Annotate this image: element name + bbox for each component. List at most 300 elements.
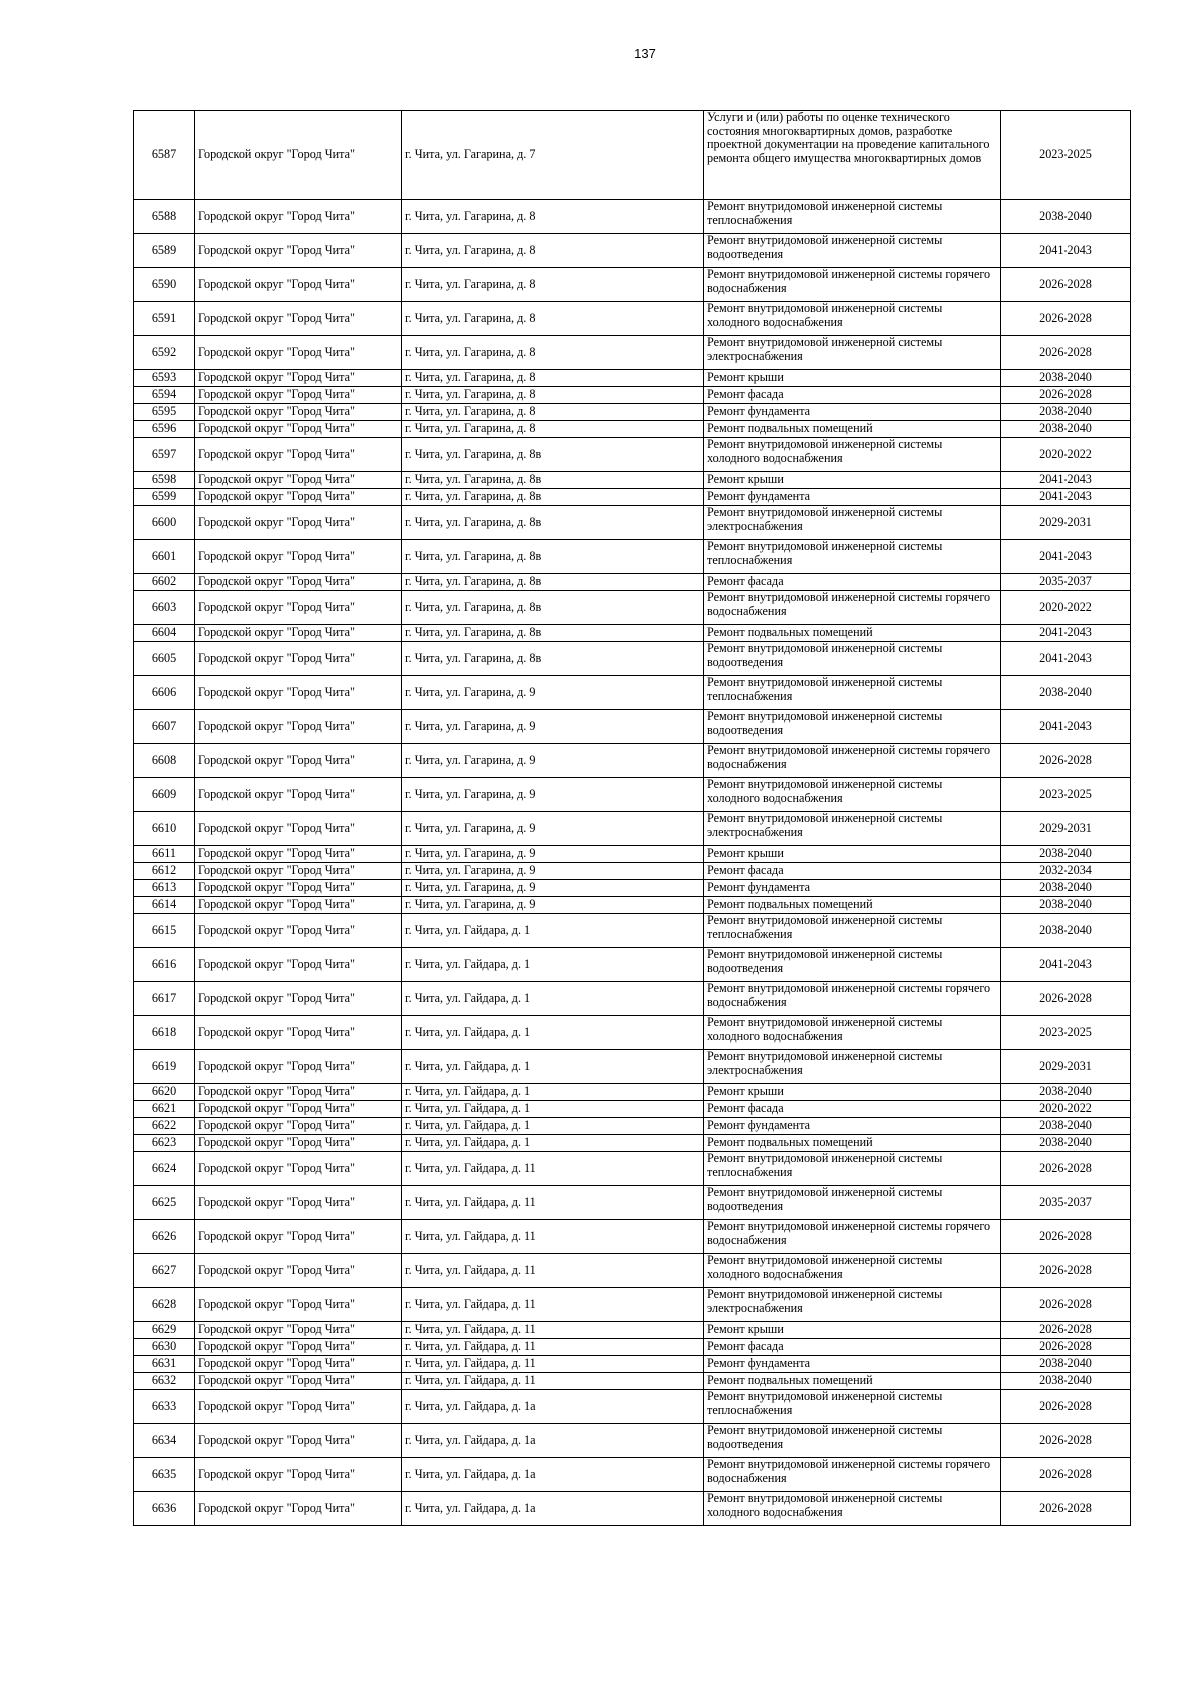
municipality-cell: Городской округ "Город Чита" bbox=[195, 863, 402, 880]
table-row bbox=[134, 1101, 1131, 1118]
address-cell: г. Чита, ул. Гагарина, д. 8в bbox=[402, 540, 704, 574]
row-number-cell: 6617 bbox=[134, 982, 195, 1016]
table-row bbox=[134, 421, 1131, 438]
work-type-cell: Ремонт подвальных помещений bbox=[704, 421, 1001, 438]
municipality-cell: Городской округ "Город Чита" bbox=[195, 574, 402, 591]
row-number-cell: 6609 bbox=[134, 778, 195, 812]
municipality-cell: Городской округ "Город Чита" bbox=[195, 812, 402, 846]
period-cell: 2026-2028 bbox=[1001, 982, 1131, 1016]
row-number-cell: 6620 bbox=[134, 1084, 195, 1101]
address-cell: г. Чита, ул. Гагарина, д. 9 bbox=[402, 710, 704, 744]
table-row bbox=[134, 778, 1131, 812]
municipality-cell: Городской округ "Город Чита" bbox=[195, 914, 402, 948]
address-cell: г. Чита, ул. Гайдара, д. 1а bbox=[402, 1492, 704, 1526]
row-number-cell: 6588 bbox=[134, 200, 195, 234]
address-cell: г. Чита, ул. Гагарина, д. 9 bbox=[402, 676, 704, 710]
municipality-cell: Городской округ "Город Чита" bbox=[195, 111, 402, 200]
address-cell: г. Чита, ул. Гагарина, д. 9 bbox=[402, 812, 704, 846]
municipality-cell: Городской округ "Город Чита" bbox=[195, 404, 402, 421]
period-cell: 2023-2025 bbox=[1001, 111, 1131, 200]
address-cell: г. Чита, ул. Гагарина, д. 8в bbox=[402, 506, 704, 540]
work-type-cell: Ремонт подвальных помещений bbox=[704, 1373, 1001, 1390]
page-number: 137 bbox=[634, 46, 656, 61]
municipality-cell: Городской округ "Город Чита" bbox=[195, 625, 402, 642]
row-number-cell: 6615 bbox=[134, 914, 195, 948]
row-number-cell: 6614 bbox=[134, 897, 195, 914]
table-row bbox=[134, 1288, 1131, 1322]
row-number-cell: 6627 bbox=[134, 1254, 195, 1288]
municipality-cell: Городской округ "Город Чита" bbox=[195, 1492, 402, 1526]
row-number-cell: 6587 bbox=[134, 111, 195, 200]
row-number-cell: 6618 bbox=[134, 1016, 195, 1050]
address-cell: г. Чита, ул. Гагарина, д. 8в bbox=[402, 625, 704, 642]
table-row bbox=[134, 574, 1131, 591]
row-number-cell: 6634 bbox=[134, 1424, 195, 1458]
row-number-cell: 6606 bbox=[134, 676, 195, 710]
address-cell: г. Чита, ул. Гайдара, д. 11 bbox=[402, 1339, 704, 1356]
period-cell: 2038-2040 bbox=[1001, 1084, 1131, 1101]
table-row bbox=[134, 1084, 1131, 1101]
period-cell: 2038-2040 bbox=[1001, 880, 1131, 897]
table-row bbox=[134, 370, 1131, 387]
address-cell: г. Чита, ул. Гайдара, д. 1 bbox=[402, 1135, 704, 1152]
period-cell: 2041-2043 bbox=[1001, 472, 1131, 489]
municipality-cell: Городской округ "Город Чита" bbox=[195, 744, 402, 778]
work-type-cell: Ремонт крыши bbox=[704, 1322, 1001, 1339]
period-cell: 2038-2040 bbox=[1001, 200, 1131, 234]
table-row bbox=[134, 302, 1131, 336]
address-cell: г. Чита, ул. Гагарина, д. 8 bbox=[402, 421, 704, 438]
row-number-cell: 6608 bbox=[134, 744, 195, 778]
period-cell: 2038-2040 bbox=[1001, 676, 1131, 710]
table-row bbox=[134, 897, 1131, 914]
work-type-cell: Ремонт внутридомовой инженерной системы электроснабжения bbox=[704, 506, 1001, 540]
table-row bbox=[134, 1424, 1131, 1458]
municipality-cell: Городской округ "Город Чита" bbox=[195, 438, 402, 472]
municipality-cell: Городской округ "Город Чита" bbox=[195, 540, 402, 574]
table-row bbox=[134, 591, 1131, 625]
row-number-cell: 6607 bbox=[134, 710, 195, 744]
work-type-cell: Ремонт фасада bbox=[704, 387, 1001, 404]
address-cell: г. Чита, ул. Гагарина, д. 8 bbox=[402, 302, 704, 336]
work-type-cell: Ремонт фасада bbox=[704, 574, 1001, 591]
work-type-cell: Ремонт внутридомовой инженерной системы электроснабжения bbox=[704, 1050, 1001, 1084]
work-type-cell: Ремонт внутридомовой инженерной системы холодного водоснабжения bbox=[704, 1254, 1001, 1288]
row-number-cell: 6597 bbox=[134, 438, 195, 472]
period-cell: 2041-2043 bbox=[1001, 489, 1131, 506]
municipality-cell: Городской округ "Город Чита" bbox=[195, 1101, 402, 1118]
row-number-cell: 6601 bbox=[134, 540, 195, 574]
table-row bbox=[134, 676, 1131, 710]
row-number-cell: 6622 bbox=[134, 1118, 195, 1135]
municipality-cell: Городской округ "Город Чита" bbox=[195, 642, 402, 676]
row-number-cell: 6599 bbox=[134, 489, 195, 506]
period-cell: 2038-2040 bbox=[1001, 421, 1131, 438]
work-type-cell: Ремонт подвальных помещений bbox=[704, 625, 1001, 642]
row-number-cell: 6625 bbox=[134, 1186, 195, 1220]
work-type-cell: Ремонт внутридомовой инженерной системы теплоснабжения bbox=[704, 540, 1001, 574]
municipality-cell: Городской округ "Город Чита" bbox=[195, 778, 402, 812]
address-cell: г. Чита, ул. Гайдара, д. 11 bbox=[402, 1152, 704, 1186]
table-row bbox=[134, 336, 1131, 370]
municipality-cell: Городской округ "Город Чита" bbox=[195, 1016, 402, 1050]
municipality-cell: Городской округ "Город Чита" bbox=[195, 676, 402, 710]
table-row bbox=[134, 234, 1131, 268]
row-number-cell: 6603 bbox=[134, 591, 195, 625]
work-type-cell: Ремонт внутридомовой инженерной системы теплоснабжения bbox=[704, 1390, 1001, 1424]
row-number-cell: 6592 bbox=[134, 336, 195, 370]
address-cell: г. Чита, ул. Гайдара, д. 1 bbox=[402, 1101, 704, 1118]
municipality-cell: Городской округ "Город Чита" bbox=[195, 387, 402, 404]
table-row bbox=[134, 438, 1131, 472]
row-number-cell: 6629 bbox=[134, 1322, 195, 1339]
work-type-cell: Ремонт фасада bbox=[704, 1339, 1001, 1356]
municipality-cell: Городской округ "Город Чита" bbox=[195, 1084, 402, 1101]
row-number-cell: 6621 bbox=[134, 1101, 195, 1118]
period-cell: 2038-2040 bbox=[1001, 897, 1131, 914]
row-number-cell: 6630 bbox=[134, 1339, 195, 1356]
address-cell: г. Чита, ул. Гайдара, д. 1 bbox=[402, 1050, 704, 1084]
row-number-cell: 6626 bbox=[134, 1220, 195, 1254]
work-type-cell: Ремонт внутридомовой инженерной системы горячего водоснабжения bbox=[704, 982, 1001, 1016]
municipality-cell: Городской округ "Город Чита" bbox=[195, 200, 402, 234]
work-type-cell: Ремонт внутридомовой инженерной системы горячего водоснабжения bbox=[704, 268, 1001, 302]
address-cell: г. Чита, ул. Гагарина, д. 8 bbox=[402, 387, 704, 404]
work-type-cell: Ремонт внутридомовой инженерной системы электроснабжения bbox=[704, 1288, 1001, 1322]
period-cell: 2038-2040 bbox=[1001, 1118, 1131, 1135]
municipality-cell: Городской округ "Город Чита" bbox=[195, 506, 402, 540]
work-type-cell: Ремонт внутридомовой инженерной системы теплоснабжения bbox=[704, 200, 1001, 234]
row-number-cell: 6593 bbox=[134, 370, 195, 387]
table-row bbox=[134, 914, 1131, 948]
work-type-cell: Ремонт подвальных помещений bbox=[704, 897, 1001, 914]
period-cell: 2023-2025 bbox=[1001, 778, 1131, 812]
row-number-cell: 6591 bbox=[134, 302, 195, 336]
work-type-cell: Ремонт внутридомовой инженерной системы холодного водоснабжения bbox=[704, 1492, 1001, 1526]
period-cell: 2026-2028 bbox=[1001, 1152, 1131, 1186]
table-row bbox=[134, 1152, 1131, 1186]
address-cell: г. Чита, ул. Гайдара, д. 11 bbox=[402, 1322, 704, 1339]
address-cell: г. Чита, ул. Гагарина, д. 8в bbox=[402, 574, 704, 591]
municipality-cell: Городской округ "Город Чита" bbox=[195, 710, 402, 744]
work-type-cell: Ремонт крыши bbox=[704, 846, 1001, 863]
period-cell: 2026-2028 bbox=[1001, 1390, 1131, 1424]
table-row bbox=[134, 1458, 1131, 1492]
municipality-cell: Городской округ "Город Чита" bbox=[195, 1424, 402, 1458]
table-row bbox=[134, 982, 1131, 1016]
municipality-cell: Городской округ "Город Чита" bbox=[195, 1356, 402, 1373]
table-row bbox=[134, 642, 1131, 676]
address-cell: г. Чита, ул. Гайдара, д. 1а bbox=[402, 1424, 704, 1458]
address-cell: г. Чита, ул. Гагарина, д. 8в bbox=[402, 489, 704, 506]
address-cell: г. Чита, ул. Гагарина, д. 8в bbox=[402, 438, 704, 472]
period-cell: 2026-2028 bbox=[1001, 336, 1131, 370]
work-type-cell: Ремонт внутридомовой инженерной системы горячего водоснабжения bbox=[704, 1458, 1001, 1492]
table-row bbox=[134, 268, 1131, 302]
row-number-cell: 6613 bbox=[134, 880, 195, 897]
work-type-cell: Ремонт внутридомовой инженерной системы водоотведения bbox=[704, 234, 1001, 268]
row-number-cell: 6602 bbox=[134, 574, 195, 591]
period-cell: 2029-2031 bbox=[1001, 506, 1131, 540]
period-cell: 2038-2040 bbox=[1001, 404, 1131, 421]
period-cell: 2026-2028 bbox=[1001, 1458, 1131, 1492]
address-cell: г. Чита, ул. Гагарина, д. 9 bbox=[402, 778, 704, 812]
period-cell: 2026-2028 bbox=[1001, 268, 1131, 302]
table-row bbox=[134, 111, 1131, 200]
row-number-cell: 6633 bbox=[134, 1390, 195, 1424]
table-row bbox=[134, 1390, 1131, 1424]
period-cell: 2038-2040 bbox=[1001, 1135, 1131, 1152]
work-type-cell: Ремонт крыши bbox=[704, 1084, 1001, 1101]
row-number-cell: 6598 bbox=[134, 472, 195, 489]
address-cell: г. Чита, ул. Гагарина, д. 8в bbox=[402, 472, 704, 489]
period-cell: 2035-2037 bbox=[1001, 1186, 1131, 1220]
work-type-cell: Ремонт фундамента bbox=[704, 489, 1001, 506]
address-cell: г. Чита, ул. Гайдара, д. 1 bbox=[402, 982, 704, 1016]
address-cell: г. Чита, ул. Гагарина, д. 8 bbox=[402, 370, 704, 387]
table-row bbox=[134, 846, 1131, 863]
work-type-cell: Ремонт внутридомовой инженерной системы водоотведения bbox=[704, 1186, 1001, 1220]
table-row bbox=[134, 744, 1131, 778]
address-cell: г. Чита, ул. Гайдара, д. 11 bbox=[402, 1186, 704, 1220]
period-cell: 2041-2043 bbox=[1001, 642, 1131, 676]
address-cell: г. Чита, ул. Гайдара, д. 11 bbox=[402, 1288, 704, 1322]
row-number-cell: 6612 bbox=[134, 863, 195, 880]
address-cell: г. Чита, ул. Гагарина, д. 8 bbox=[402, 200, 704, 234]
period-cell: 2026-2028 bbox=[1001, 1220, 1131, 1254]
work-type-cell: Ремонт внутридомовой инженерной системы холодного водоснабжения bbox=[704, 778, 1001, 812]
work-type-cell: Ремонт внутридомовой инженерной системы водоотведения bbox=[704, 1424, 1001, 1458]
work-type-cell: Ремонт внутридомовой инженерной системы водоотведения bbox=[704, 948, 1001, 982]
address-cell: г. Чита, ул. Гайдара, д. 1 bbox=[402, 1118, 704, 1135]
row-number-cell: 6595 bbox=[134, 404, 195, 421]
period-cell: 2026-2028 bbox=[1001, 1424, 1131, 1458]
municipality-cell: Городской округ "Город Чита" bbox=[195, 421, 402, 438]
address-cell: г. Чита, ул. Гайдара, д. 11 bbox=[402, 1373, 704, 1390]
period-cell: 2041-2043 bbox=[1001, 625, 1131, 642]
table-row bbox=[134, 200, 1131, 234]
municipality-cell: Городской округ "Город Чита" bbox=[195, 1118, 402, 1135]
table-row bbox=[134, 710, 1131, 744]
municipality-cell: Городской округ "Город Чита" bbox=[195, 1050, 402, 1084]
row-number-cell: 6600 bbox=[134, 506, 195, 540]
municipality-cell: Городской округ "Город Чита" bbox=[195, 1152, 402, 1186]
municipality-cell: Городской округ "Город Чита" bbox=[195, 234, 402, 268]
municipality-cell: Городской округ "Город Чита" bbox=[195, 591, 402, 625]
work-type-cell: Ремонт внутридомовой инженерной системы водоотведения bbox=[704, 710, 1001, 744]
table-row bbox=[134, 948, 1131, 982]
table-row bbox=[134, 489, 1131, 506]
table-row bbox=[134, 540, 1131, 574]
work-type-cell: Ремонт внутридомовой инженерной системы электроснабжения bbox=[704, 812, 1001, 846]
row-number-cell: 6596 bbox=[134, 421, 195, 438]
municipality-cell: Городской округ "Город Чита" bbox=[195, 336, 402, 370]
period-cell: 2041-2043 bbox=[1001, 948, 1131, 982]
table-row bbox=[134, 1118, 1131, 1135]
row-number-cell: 6636 bbox=[134, 1492, 195, 1526]
address-cell: г. Чита, ул. Гайдара, д. 11 bbox=[402, 1254, 704, 1288]
work-type-cell: Ремонт внутридомовой инженерной системы теплоснабжения bbox=[704, 676, 1001, 710]
address-cell: г. Чита, ул. Гагарина, д. 8 bbox=[402, 234, 704, 268]
period-cell: 2023-2025 bbox=[1001, 1016, 1131, 1050]
repair-schedule-table bbox=[133, 110, 1131, 1526]
row-number-cell: 6611 bbox=[134, 846, 195, 863]
address-cell: г. Чита, ул. Гагарина, д. 8в bbox=[402, 591, 704, 625]
table-row bbox=[134, 863, 1131, 880]
period-cell: 2029-2031 bbox=[1001, 812, 1131, 846]
municipality-cell: Городской округ "Город Чита" bbox=[195, 1339, 402, 1356]
table-row bbox=[134, 1322, 1131, 1339]
work-type-cell: Ремонт внутридомовой инженерной системы электроснабжения bbox=[704, 336, 1001, 370]
municipality-cell: Городской округ "Город Чита" bbox=[195, 370, 402, 387]
address-cell: г. Чита, ул. Гайдара, д. 1а bbox=[402, 1458, 704, 1492]
work-type-cell: Ремонт внутридомовой инженерной системы холодного водоснабжения bbox=[704, 302, 1001, 336]
municipality-cell: Городской округ "Город Чита" bbox=[195, 1186, 402, 1220]
work-type-cell: Ремонт фундамента bbox=[704, 404, 1001, 421]
period-cell: 2026-2028 bbox=[1001, 744, 1131, 778]
address-cell: г. Чита, ул. Гагарина, д. 9 bbox=[402, 846, 704, 863]
period-cell: 2026-2028 bbox=[1001, 1288, 1131, 1322]
work-type-cell: Ремонт фундамента bbox=[704, 880, 1001, 897]
work-type-cell: Ремонт фундамента bbox=[704, 1118, 1001, 1135]
row-number-cell: 6604 bbox=[134, 625, 195, 642]
address-cell: г. Чита, ул. Гагарина, д. 8в bbox=[402, 642, 704, 676]
table-row bbox=[134, 880, 1131, 897]
address-cell: г. Чита, ул. Гайдара, д. 1а bbox=[402, 1390, 704, 1424]
municipality-cell: Городской округ "Город Чита" bbox=[195, 1220, 402, 1254]
period-cell: 2026-2028 bbox=[1001, 302, 1131, 336]
period-cell: 2020-2022 bbox=[1001, 438, 1131, 472]
work-type-cell: Ремонт внутридомовой инженерной системы холодного водоснабжения bbox=[704, 1016, 1001, 1050]
row-number-cell: 6624 bbox=[134, 1152, 195, 1186]
address-cell: г. Чита, ул. Гагарина, д. 9 bbox=[402, 863, 704, 880]
period-cell: 2035-2037 bbox=[1001, 574, 1131, 591]
period-cell: 2038-2040 bbox=[1001, 1356, 1131, 1373]
table-row bbox=[134, 1356, 1131, 1373]
table-row bbox=[134, 1220, 1131, 1254]
period-cell: 2041-2043 bbox=[1001, 234, 1131, 268]
table-row bbox=[134, 506, 1131, 540]
table-body bbox=[134, 111, 1131, 1526]
period-cell: 2026-2028 bbox=[1001, 387, 1131, 404]
period-cell: 2026-2028 bbox=[1001, 1322, 1131, 1339]
work-type-cell: Ремонт крыши bbox=[704, 472, 1001, 489]
municipality-cell: Городской округ "Город Чита" bbox=[195, 268, 402, 302]
period-cell: 2026-2028 bbox=[1001, 1339, 1131, 1356]
table-row bbox=[134, 1135, 1131, 1152]
row-number-cell: 6594 bbox=[134, 387, 195, 404]
table-row bbox=[134, 1339, 1131, 1356]
table-row bbox=[134, 1254, 1131, 1288]
row-number-cell: 6610 bbox=[134, 812, 195, 846]
table-row bbox=[134, 625, 1131, 642]
row-number-cell: 6589 bbox=[134, 234, 195, 268]
municipality-cell: Городской округ "Город Чита" bbox=[195, 1458, 402, 1492]
address-cell: г. Чита, ул. Гагарина, д. 7 bbox=[402, 111, 704, 200]
table-row bbox=[134, 472, 1131, 489]
address-cell: г. Чита, ул. Гагарина, д. 9 bbox=[402, 744, 704, 778]
municipality-cell: Городской округ "Город Чита" bbox=[195, 489, 402, 506]
municipality-cell: Городской округ "Город Чита" bbox=[195, 1373, 402, 1390]
municipality-cell: Городской округ "Город Чита" bbox=[195, 897, 402, 914]
row-number-cell: 6623 bbox=[134, 1135, 195, 1152]
address-cell: г. Чита, ул. Гайдара, д. 11 bbox=[402, 1220, 704, 1254]
row-number-cell: 6605 bbox=[134, 642, 195, 676]
municipality-cell: Городской округ "Город Чита" bbox=[195, 880, 402, 897]
period-cell: 2020-2022 bbox=[1001, 1101, 1131, 1118]
work-type-cell: Ремонт крыши bbox=[704, 370, 1001, 387]
work-type-cell: Ремонт внутридомовой инженерной системы теплоснабжения bbox=[704, 1152, 1001, 1186]
work-type-cell: Ремонт внутридомовой инженерной системы водоотведения bbox=[704, 642, 1001, 676]
table-row bbox=[134, 1016, 1131, 1050]
row-number-cell: 6632 bbox=[134, 1373, 195, 1390]
period-cell: 2029-2031 bbox=[1001, 1050, 1131, 1084]
municipality-cell: Городской округ "Город Чита" bbox=[195, 472, 402, 489]
work-type-cell: Ремонт внутридомовой инженерной системы горячего водоснабжения bbox=[704, 1220, 1001, 1254]
address-cell: г. Чита, ул. Гайдара, д. 1 bbox=[402, 948, 704, 982]
work-type-cell: Ремонт фасада bbox=[704, 863, 1001, 880]
row-number-cell: 6619 bbox=[134, 1050, 195, 1084]
municipality-cell: Городской округ "Город Чита" bbox=[195, 1390, 402, 1424]
period-cell: 2038-2040 bbox=[1001, 846, 1131, 863]
row-number-cell: 6635 bbox=[134, 1458, 195, 1492]
address-cell: г. Чита, ул. Гайдара, д. 1 bbox=[402, 1016, 704, 1050]
table-row bbox=[134, 404, 1131, 421]
work-type-cell: Ремонт внутридомовой инженерной системы холодного водоснабжения bbox=[704, 438, 1001, 472]
work-type-cell: Ремонт подвальных помещений bbox=[704, 1135, 1001, 1152]
period-cell: 2041-2043 bbox=[1001, 540, 1131, 574]
municipality-cell: Городской округ "Город Чита" bbox=[195, 1322, 402, 1339]
address-cell: г. Чита, ул. Гагарина, д. 9 bbox=[402, 880, 704, 897]
address-cell: г. Чита, ул. Гайдара, д. 1 bbox=[402, 1084, 704, 1101]
work-type-cell: Ремонт фундамента bbox=[704, 1356, 1001, 1373]
municipality-cell: Городской округ "Город Чита" bbox=[195, 846, 402, 863]
work-type-cell: Ремонт внутридомовой инженерной системы теплоснабжения bbox=[704, 914, 1001, 948]
municipality-cell: Городской округ "Город Чита" bbox=[195, 1135, 402, 1152]
address-cell: г. Чита, ул. Гагарина, д. 8 bbox=[402, 404, 704, 421]
period-cell: 2038-2040 bbox=[1001, 914, 1131, 948]
work-type-cell: Ремонт внутридомовой инженерной системы горячего водоснабжения bbox=[704, 744, 1001, 778]
period-cell: 2038-2040 bbox=[1001, 370, 1131, 387]
work-type-cell: Услуги и (или) работы по оценке технического состояния многоквартирных домов, разработке проектной документации на проведение капитального ремонта общего имущества многоквартирных домов bbox=[704, 111, 1001, 200]
address-cell: г. Чита, ул. Гагарина, д. 8 bbox=[402, 268, 704, 302]
municipality-cell: Городской округ "Город Чита" bbox=[195, 982, 402, 1016]
municipality-cell: Городской округ "Город Чита" bbox=[195, 948, 402, 982]
row-number-cell: 6628 bbox=[134, 1288, 195, 1322]
table-row bbox=[134, 1373, 1131, 1390]
row-number-cell: 6590 bbox=[134, 268, 195, 302]
address-cell: г. Чита, ул. Гагарина, д. 8 bbox=[402, 336, 704, 370]
municipality-cell: Городской округ "Город Чита" bbox=[195, 302, 402, 336]
period-cell: 2026-2028 bbox=[1001, 1492, 1131, 1526]
row-number-cell: 6631 bbox=[134, 1356, 195, 1373]
table-row bbox=[134, 1492, 1131, 1526]
municipality-cell: Городской округ "Город Чита" bbox=[195, 1254, 402, 1288]
period-cell: 2020-2022 bbox=[1001, 591, 1131, 625]
period-cell: 2032-2034 bbox=[1001, 863, 1131, 880]
address-cell: г. Чита, ул. Гайдара, д. 11 bbox=[402, 1356, 704, 1373]
period-cell: 2038-2040 bbox=[1001, 1373, 1131, 1390]
work-type-cell: Ремонт фасада bbox=[704, 1101, 1001, 1118]
municipality-cell: Городской округ "Город Чита" bbox=[195, 1288, 402, 1322]
period-cell: 2026-2028 bbox=[1001, 1254, 1131, 1288]
period-cell: 2041-2043 bbox=[1001, 710, 1131, 744]
address-cell: г. Чита, ул. Гагарина, д. 9 bbox=[402, 897, 704, 914]
table-row bbox=[134, 1186, 1131, 1220]
address-cell: г. Чита, ул. Гайдара, д. 1 bbox=[402, 914, 704, 948]
table-row bbox=[134, 812, 1131, 846]
work-type-cell: Ремонт внутридомовой инженерной системы горячего водоснабжения bbox=[704, 591, 1001, 625]
